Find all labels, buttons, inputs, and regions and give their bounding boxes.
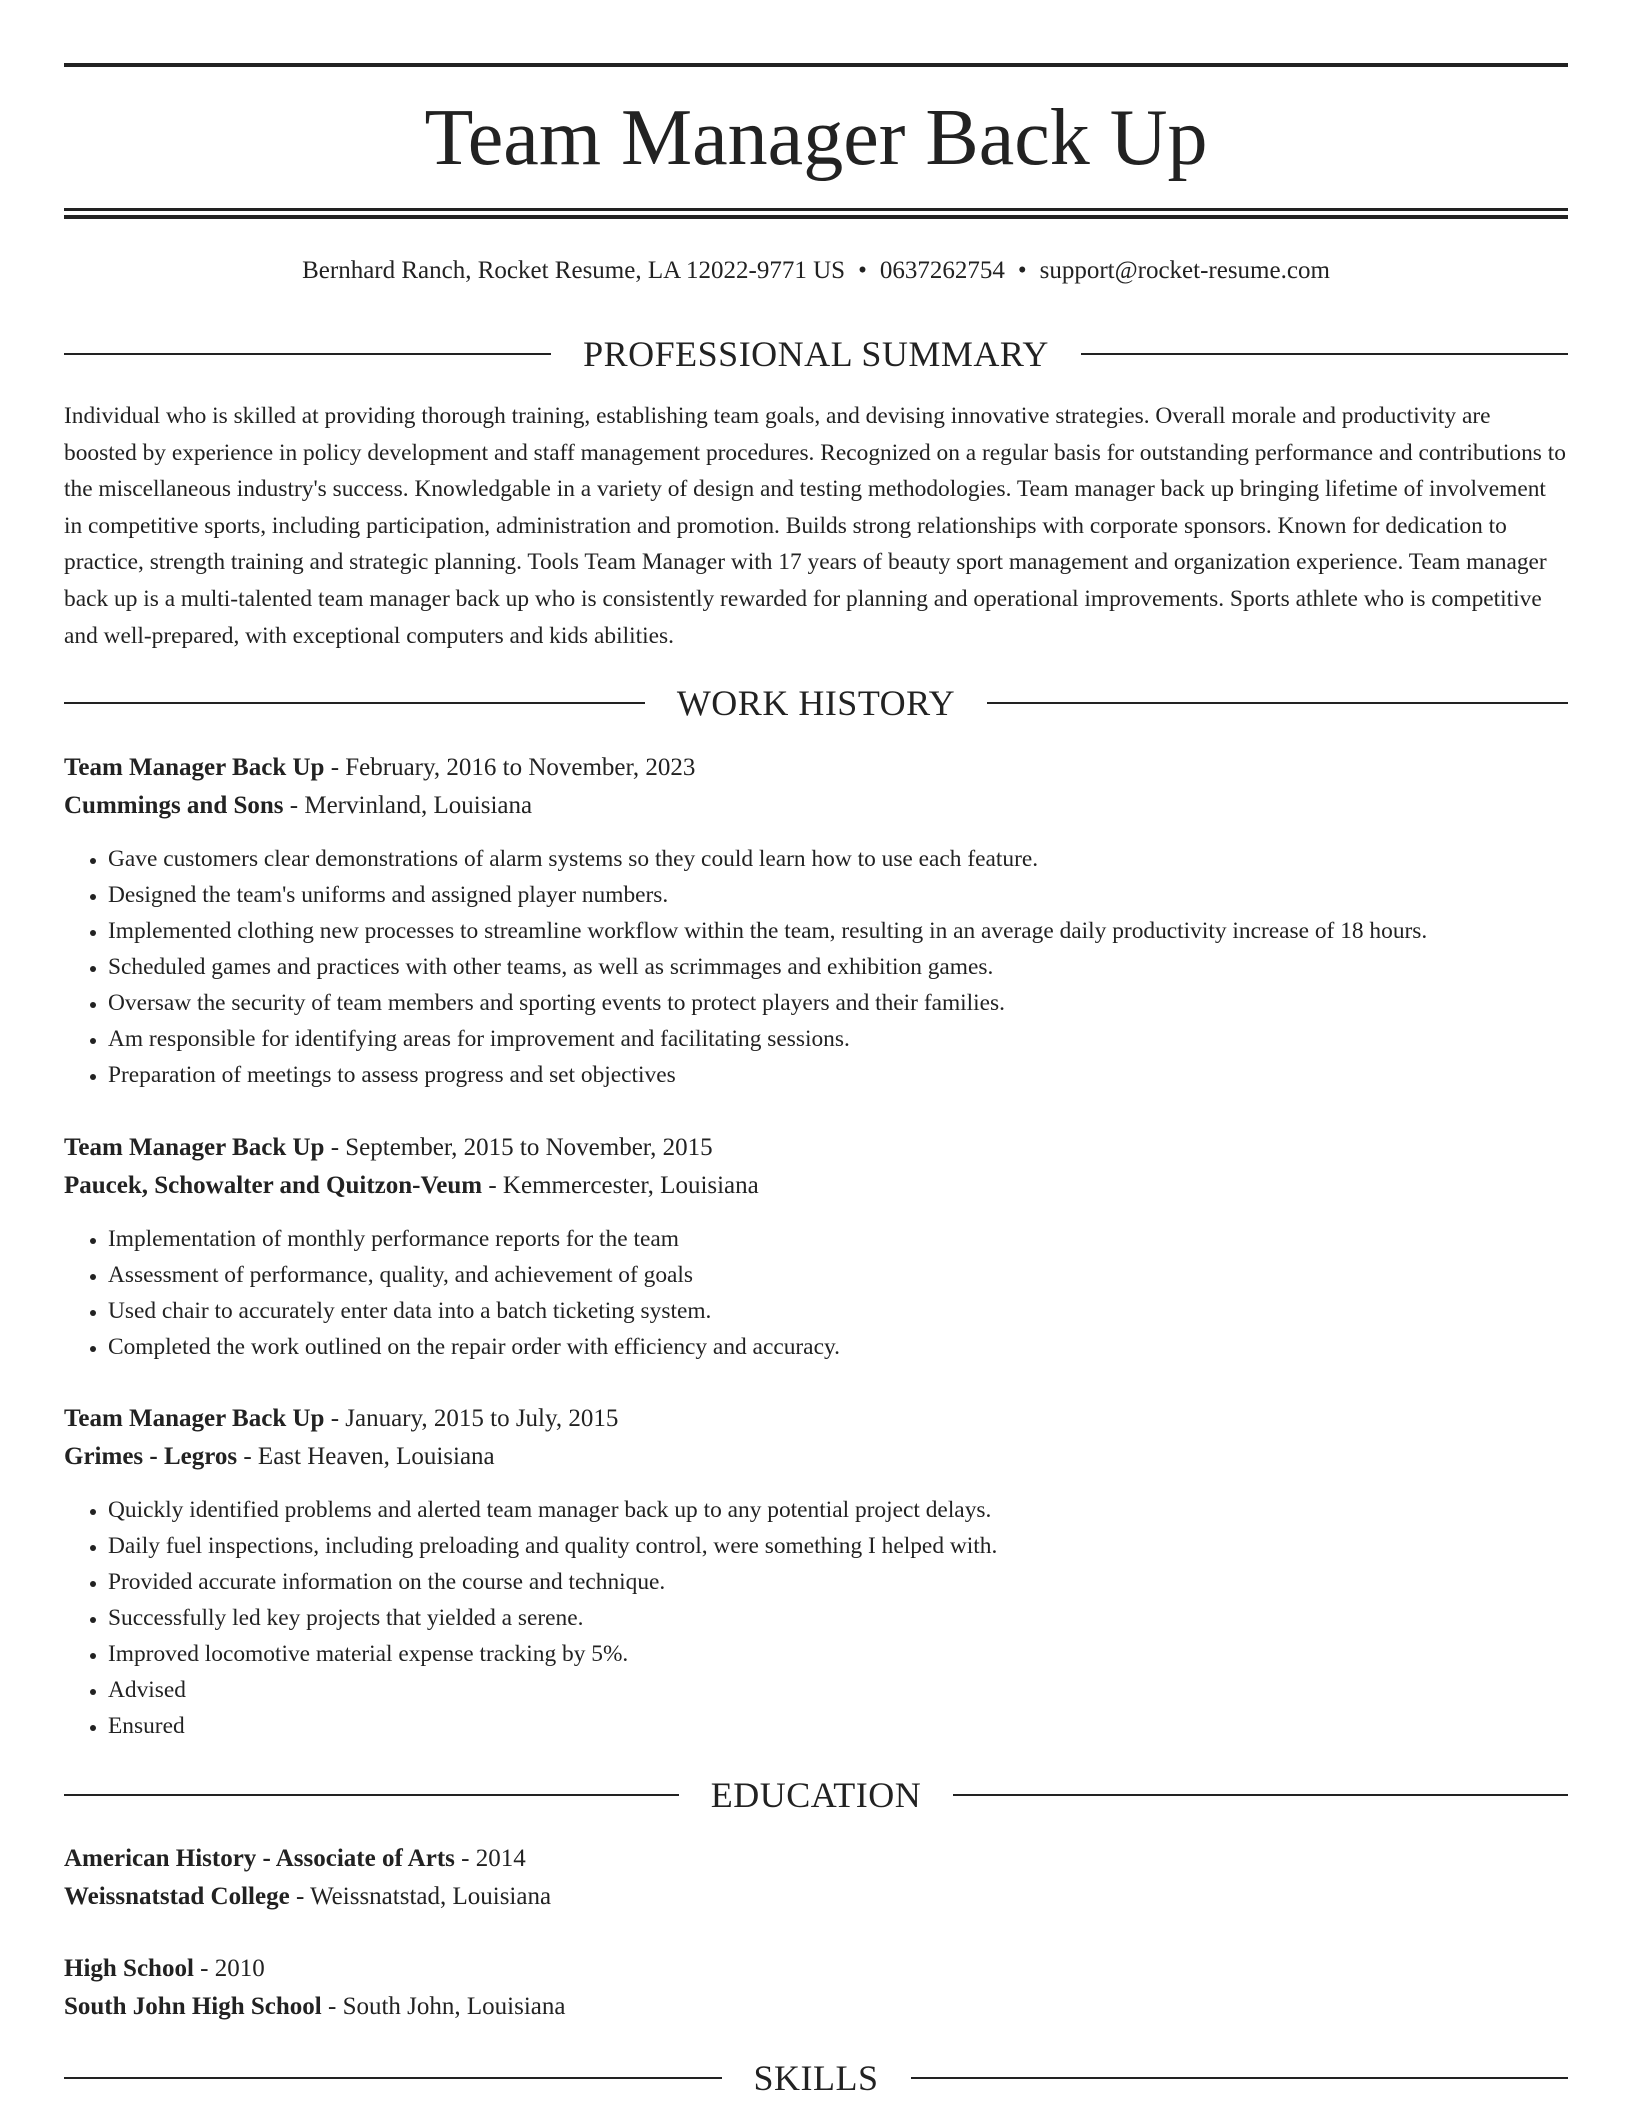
job-company-line <box>64 787 1568 825</box>
job-title: Team Manager Back Up <box>64 1134 325 1161</box>
list-item: • Implemented clothing new processes to streamline workflow within the team, resulting in an average daily productivity increase of 18 hours. <box>108 913 1568 949</box>
job-bullets <box>64 1492 1568 1744</box>
job-title-line <box>64 1400 1568 1438</box>
contact-phone: 0637262754 <box>879 257 1005 284</box>
education-location: - Weissnatstad, Louisiana <box>289 1883 552 1910</box>
contact-separator: • <box>1017 257 1027 284</box>
list-item: • Designed the team's uniforms and assigned player numbers. <box>108 877 1568 913</box>
job-entry <box>64 1129 1568 1365</box>
education-degree-line <box>64 1840 1568 1878</box>
education-school-line <box>64 1878 1568 1916</box>
heading-rule-left <box>64 702 645 704</box>
page-title: Team Manager Back Up <box>424 94 1208 182</box>
list-item: • Gave customers clear demonstrations of alarm systems so they could learn how to use each feature. <box>108 841 1568 877</box>
summary-paragraph: Individual who is skilled at providing thorough training, establishing team goals, and devising innovative strategies. Overall morale and productivity are boosted by experience in policy development and staff management procedures. Recognized on a regular basis for outstanding performance and contributions to the miscellaneous industry's success. Knowledgable in a variety of design and testing methodologies. Team manager back up bringing lifetime of involvement in competitive sports, including participation, administration and promotion. Builds strong relationships with corporate sponsors. Known for dedication to practice, strength training and strategic planning. Tools Team Manager with 17 years of beauty sport management and organization experience. Team manager back up is a multi-talented team manager back up who is consistently rewarded for planning and operational improvements. Sports athlete who is competitive and well-prepared, with exceptional computers and kids abilities. <box>64 403 1566 649</box>
heading-rule-left <box>64 1794 679 1796</box>
section-title: WORK HISTORY <box>676 683 956 723</box>
contact-email: support@rocket-resume.com <box>1039 257 1330 284</box>
job-dates: - September, 2015 to November, 2015 <box>324 1134 713 1161</box>
list-item: • Quickly identified problems and alerted team manager back up to any potential project delays. <box>108 1492 1568 1528</box>
list-item: • Preparation of meetings to assess progress and set objectives <box>108 1057 1568 1093</box>
header-top-rule <box>64 63 1568 67</box>
contact-address: Bernhard Ranch, Rocket Resume, LA 12022-9771 US <box>302 257 846 284</box>
education-school: Weissnatstad College <box>64 1883 290 1910</box>
contact-separator: • <box>858 257 867 284</box>
section-title: SKILLS <box>753 2058 879 2098</box>
list-item: • Improved locomotive material expense tracking by 5%. <box>108 1636 1568 1672</box>
education-year: - 2010 <box>193 1955 265 1982</box>
section-heading-skills <box>64 2056 1568 2100</box>
job-entry <box>64 749 1568 1093</box>
heading-rule-right <box>953 1794 1568 1796</box>
section-heading-summary <box>64 332 1568 376</box>
job-dates: - January, 2015 to July, 2015 <box>324 1405 619 1432</box>
education-degree: American History - Associate of Arts <box>64 1845 455 1872</box>
education-degree: High School <box>64 1955 194 1982</box>
job-title: Team Manager Back Up <box>64 754 325 781</box>
section-heading-education <box>64 1773 1568 1817</box>
job-title: Team Manager Back Up <box>64 1405 325 1432</box>
list-item: • Used chair to accurately enter data into a batch ticketing system. <box>108 1293 1568 1329</box>
education-school-line <box>64 1988 1568 2026</box>
list-item: • Provided accurate information on the course and technique. <box>108 1564 1568 1600</box>
heading-rule-left <box>64 353 551 355</box>
job-company-line <box>64 1438 1568 1476</box>
job-company: Grimes - Legros <box>64 1443 238 1470</box>
header-double-rule-lower <box>64 215 1568 219</box>
job-dates: - February, 2016 to November, 2023 <box>324 754 696 781</box>
heading-rule-right <box>911 2077 1569 2079</box>
job-title-line <box>64 1129 1568 1167</box>
job-location: - Kemmercester, Louisiana <box>482 1172 759 1199</box>
list-item: • Oversaw the security of team members and sporting events to protect players and their families. <box>108 985 1568 1021</box>
education-school: South John High School <box>64 1993 322 2020</box>
heading-rule-right <box>987 702 1568 704</box>
job-company: Cummings and Sons <box>64 792 284 819</box>
education-entry <box>64 1840 1568 1916</box>
section-title: PROFESSIONAL SUMMARY <box>583 334 1049 374</box>
job-bullets <box>64 841 1568 1093</box>
job-company-line <box>64 1167 1568 1205</box>
list-item: • Implementation of monthly performance reports for the team <box>108 1221 1568 1257</box>
education-location: - South John, Louisiana <box>321 1993 566 2020</box>
job-entry <box>64 1400 1568 1744</box>
section-title: EDUCATION <box>710 1775 922 1815</box>
list-item: • Assessment of performance, quality, and achievement of goals <box>108 1257 1568 1293</box>
heading-rule-left <box>64 2077 722 2079</box>
education-entry <box>64 1950 1568 2026</box>
job-company: Paucek, Schowalter and Quitzon-Veum <box>64 1172 483 1199</box>
job-title-line <box>64 749 1568 787</box>
header-double-rule-upper <box>64 208 1568 211</box>
list-item: • Ensured <box>108 1708 1568 1744</box>
job-location: - East Heaven, Louisiana <box>237 1443 495 1470</box>
contact-line <box>64 253 1568 289</box>
education-year: - 2014 <box>454 1845 526 1872</box>
job-bullets <box>64 1221 1568 1365</box>
section-heading-work <box>64 681 1568 725</box>
list-item: • Daily fuel inspections, including preloading and quality control, were something I helped with. <box>108 1528 1568 1564</box>
heading-rule-right <box>1081 353 1568 355</box>
list-item: • Completed the work outlined on the repair order with efficiency and accuracy. <box>108 1329 1568 1365</box>
list-item: • Advised <box>108 1672 1568 1708</box>
list-item: • Successfully led key projects that yielded a serene. <box>108 1600 1568 1636</box>
list-item: • Scheduled games and practices with other teams, as well as scrimmages and exhibition games. <box>108 949 1568 985</box>
list-item: • Am responsible for identifying areas for improvement and facilitating sessions. <box>108 1021 1568 1057</box>
education-degree-line <box>64 1950 1568 1988</box>
job-location: - Mervinland, Louisiana <box>283 792 533 819</box>
